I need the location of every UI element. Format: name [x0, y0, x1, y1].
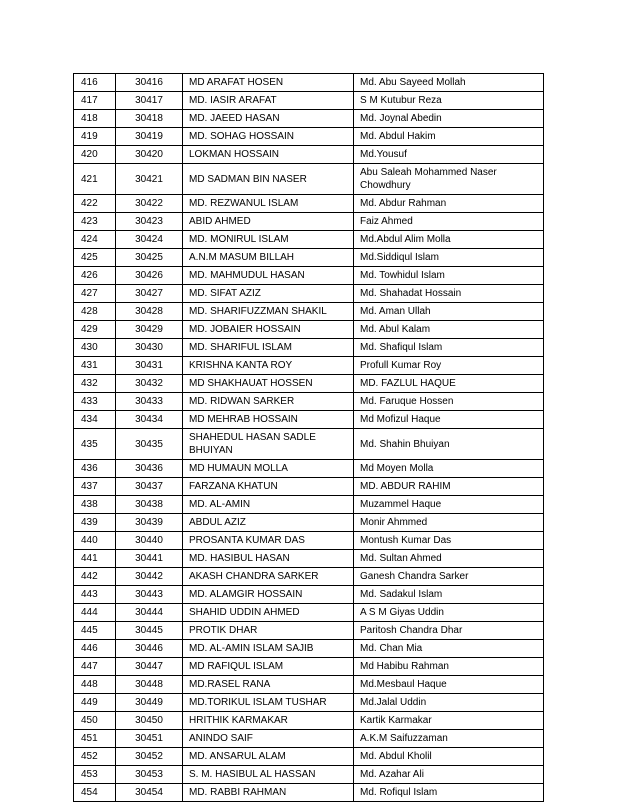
father-name-cell: Md. Abul Kalam [354, 321, 544, 339]
father-name-cell: Md. Abdur Rahman [354, 195, 544, 213]
roll-cell: 30444 [116, 604, 183, 622]
name-cell: MD. SOHAG HOSSAIN [183, 128, 354, 146]
table-row [74, 429, 544, 460]
table-row [74, 766, 544, 784]
table-row [74, 676, 544, 694]
serial-cell: 433 [74, 393, 116, 411]
table-row [74, 393, 544, 411]
serial-cell: 426 [74, 267, 116, 285]
table-row [74, 164, 544, 195]
serial-cell: 448 [74, 676, 116, 694]
roll-cell: 30449 [116, 694, 183, 712]
serial-cell: 430 [74, 339, 116, 357]
roll-cell: 30454 [116, 784, 183, 802]
father-name-cell: MD. ABDUR RAHIM [354, 478, 544, 496]
name-cell: MD SHAKHAUAT HOSSEN [183, 375, 354, 393]
serial-cell: 444 [74, 604, 116, 622]
father-name-cell: Md. Abdul Kholil [354, 748, 544, 766]
father-name-cell: Md.Jalal Uddin [354, 694, 544, 712]
serial-cell: 418 [74, 110, 116, 128]
table-row [74, 532, 544, 550]
table-row [74, 586, 544, 604]
table-row [74, 339, 544, 357]
serial-cell: 451 [74, 730, 116, 748]
table-row [74, 267, 544, 285]
serial-cell: 450 [74, 712, 116, 730]
name-cell: MD. MAHMUDUL HASAN [183, 267, 354, 285]
serial-cell: 447 [74, 658, 116, 676]
father-name-cell: Md.Yousuf [354, 146, 544, 164]
table-row [74, 460, 544, 478]
roll-cell: 30428 [116, 303, 183, 321]
name-cell: MD. RABBI RAHMAN [183, 784, 354, 802]
serial-cell: 422 [74, 195, 116, 213]
table-row [74, 321, 544, 339]
roll-cell: 30418 [116, 110, 183, 128]
roll-cell: 30434 [116, 411, 183, 429]
father-name-cell: Abu Saleah Mohammed Naser Chowdhury [354, 164, 544, 195]
serial-cell: 452 [74, 748, 116, 766]
roll-cell: 30446 [116, 640, 183, 658]
father-name-cell: A.K.M Saifuzzaman [354, 730, 544, 748]
name-cell: MD. SHARIFUL ISLAM [183, 339, 354, 357]
roll-cell: 30416 [116, 74, 183, 92]
serial-cell: 419 [74, 128, 116, 146]
roll-cell: 30426 [116, 267, 183, 285]
father-name-cell: Md. Shahin Bhuiyan [354, 429, 544, 460]
name-cell: MD. ALAMGIR HOSSAIN [183, 586, 354, 604]
table-row [74, 375, 544, 393]
table-row [74, 285, 544, 303]
name-cell: S. M. HASIBUL AL HASSAN [183, 766, 354, 784]
roll-cell: 30419 [116, 128, 183, 146]
name-cell: MD MEHRAB HOSSAIN [183, 411, 354, 429]
father-name-cell: Md. Abdul Hakim [354, 128, 544, 146]
table-row [74, 478, 544, 496]
name-cell: PROTIK DHAR [183, 622, 354, 640]
roll-cell: 30423 [116, 213, 183, 231]
father-name-cell: Md. Shahadat Hossain [354, 285, 544, 303]
table-row [74, 92, 544, 110]
name-cell: ABID AHMED [183, 213, 354, 231]
name-cell: MD. SHARIFUZZMAN SHAKIL [183, 303, 354, 321]
table-row [74, 622, 544, 640]
table-row [74, 213, 544, 231]
name-cell: SHAHEDUL HASAN SADLE BHUIYAN [183, 429, 354, 460]
table-row [74, 640, 544, 658]
table-row [74, 74, 544, 92]
roll-cell: 30425 [116, 249, 183, 267]
roll-cell: 30422 [116, 195, 183, 213]
name-cell: MD. ANSARUL ALAM [183, 748, 354, 766]
name-cell: FARZANA KHATUN [183, 478, 354, 496]
roll-cell: 30436 [116, 460, 183, 478]
father-name-cell: Md. Azahar Ali [354, 766, 544, 784]
table-row [74, 303, 544, 321]
name-cell: MD. MONIRUL ISLAM [183, 231, 354, 249]
father-name-cell: Md.Siddiqul Islam [354, 249, 544, 267]
name-cell: MD. HASIBUL HASAN [183, 550, 354, 568]
father-name-cell: Md. Faruque Hossen [354, 393, 544, 411]
father-name-cell: Paritosh Chandra Dhar [354, 622, 544, 640]
roll-cell: 30430 [116, 339, 183, 357]
roll-cell: 30429 [116, 321, 183, 339]
name-cell: MD RAFIQUL ISLAM [183, 658, 354, 676]
serial-cell: 436 [74, 460, 116, 478]
table-row [74, 748, 544, 766]
roll-cell: 30432 [116, 375, 183, 393]
father-name-cell: S M Kutubur Reza [354, 92, 544, 110]
serial-cell: 445 [74, 622, 116, 640]
serial-cell: 446 [74, 640, 116, 658]
serial-cell: 441 [74, 550, 116, 568]
roll-cell: 30441 [116, 550, 183, 568]
father-name-cell: Md. Aman Ullah [354, 303, 544, 321]
name-cell: HRITHIK KARMAKAR [183, 712, 354, 730]
father-name-cell: A S M Giyas Uddin [354, 604, 544, 622]
serial-cell: 427 [74, 285, 116, 303]
father-name-cell: Md.Mesbaul Haque [354, 676, 544, 694]
name-cell: ABDUL AZIZ [183, 514, 354, 532]
roll-cell: 30427 [116, 285, 183, 303]
name-cell: A.N.M MASUM BILLAH [183, 249, 354, 267]
roll-cell: 30431 [116, 357, 183, 375]
table-row [74, 357, 544, 375]
serial-cell: 416 [74, 74, 116, 92]
table-row [74, 568, 544, 586]
serial-cell: 453 [74, 766, 116, 784]
father-name-cell: Md. Joynal Abedin [354, 110, 544, 128]
father-name-cell: Md. Sultan Ahmed [354, 550, 544, 568]
name-cell: MD. AL-AMIN [183, 496, 354, 514]
serial-cell: 442 [74, 568, 116, 586]
roll-cell: 30435 [116, 429, 183, 460]
serial-cell: 435 [74, 429, 116, 460]
roll-cell: 30440 [116, 532, 183, 550]
roll-cell: 30438 [116, 496, 183, 514]
name-cell: KRISHNA KANTA ROY [183, 357, 354, 375]
table-row [74, 604, 544, 622]
table-row [74, 694, 544, 712]
serial-cell: 428 [74, 303, 116, 321]
father-name-cell: Profull Kumar Roy [354, 357, 544, 375]
serial-cell: 434 [74, 411, 116, 429]
serial-cell: 440 [74, 532, 116, 550]
roll-cell: 30453 [116, 766, 183, 784]
serial-cell: 417 [74, 92, 116, 110]
candidate-list-table [73, 73, 544, 802]
name-cell: MD SADMAN BIN NASER [183, 164, 354, 195]
roll-cell: 30443 [116, 586, 183, 604]
table-row [74, 730, 544, 748]
serial-cell: 439 [74, 514, 116, 532]
table-body [74, 74, 544, 802]
father-name-cell: Md. Shafiqul Islam [354, 339, 544, 357]
roll-cell: 30417 [116, 92, 183, 110]
serial-cell: 421 [74, 164, 116, 195]
father-name-cell: Md Mofizul Haque [354, 411, 544, 429]
roll-cell: 30447 [116, 658, 183, 676]
name-cell: MD ARAFAT HOSEN [183, 74, 354, 92]
table-row [74, 128, 544, 146]
table-row [74, 784, 544, 802]
name-cell: MD. RIDWAN SARKER [183, 393, 354, 411]
name-cell: MD.TORIKUL ISLAM TUSHAR [183, 694, 354, 712]
serial-cell: 438 [74, 496, 116, 514]
father-name-cell: Faiz Ahmed [354, 213, 544, 231]
name-cell: MD. JOBAIER HOSSAIN [183, 321, 354, 339]
father-name-cell: Md. Chan Mia [354, 640, 544, 658]
table-row [74, 411, 544, 429]
father-name-cell: Montush Kumar Das [354, 532, 544, 550]
serial-cell: 420 [74, 146, 116, 164]
father-name-cell: Md. Towhidul Islam [354, 267, 544, 285]
father-name-cell: Md Habibu Rahman [354, 658, 544, 676]
roll-cell: 30437 [116, 478, 183, 496]
roll-cell: 30452 [116, 748, 183, 766]
roll-cell: 30421 [116, 164, 183, 195]
father-name-cell: Muzammel Haque [354, 496, 544, 514]
roll-cell: 30433 [116, 393, 183, 411]
table-row [74, 658, 544, 676]
roll-cell: 30420 [116, 146, 183, 164]
roll-cell: 30448 [116, 676, 183, 694]
table-row [74, 146, 544, 164]
table-row [74, 249, 544, 267]
father-name-cell: Md.Abdul Alim Molla [354, 231, 544, 249]
name-cell: MD.RASEL RANA [183, 676, 354, 694]
serial-cell: 449 [74, 694, 116, 712]
roll-cell: 30439 [116, 514, 183, 532]
name-cell: MD. JAEED HASAN [183, 110, 354, 128]
father-name-cell: Ganesh Chandra Sarker [354, 568, 544, 586]
father-name-cell: Md Moyen Molla [354, 460, 544, 478]
father-name-cell: Monir Ahmmed [354, 514, 544, 532]
serial-cell: 423 [74, 213, 116, 231]
name-cell: MD. IASIR ARAFAT [183, 92, 354, 110]
serial-cell: 437 [74, 478, 116, 496]
name-cell: MD. SIFAT AZIZ [183, 285, 354, 303]
roll-cell: 30451 [116, 730, 183, 748]
serial-cell: 431 [74, 357, 116, 375]
name-cell: MD. AL-AMIN ISLAM SAJIB [183, 640, 354, 658]
serial-cell: 432 [74, 375, 116, 393]
table-row [74, 231, 544, 249]
serial-cell: 424 [74, 231, 116, 249]
table-row [74, 712, 544, 730]
table-row [74, 195, 544, 213]
father-name-cell: MD. FAZLUL HAQUE [354, 375, 544, 393]
name-cell: LOKMAN HOSSAIN [183, 146, 354, 164]
father-name-cell: Md. Sadakul Islam [354, 586, 544, 604]
serial-cell: 425 [74, 249, 116, 267]
name-cell: ANINDO SAIF [183, 730, 354, 748]
table-row [74, 110, 544, 128]
roll-cell: 30445 [116, 622, 183, 640]
serial-cell: 454 [74, 784, 116, 802]
name-cell: SHAHID UDDIN AHMED [183, 604, 354, 622]
name-cell: MD HUMAUN MOLLA [183, 460, 354, 478]
name-cell: MD. REZWANUL ISLAM [183, 195, 354, 213]
roll-cell: 30442 [116, 568, 183, 586]
serial-cell: 429 [74, 321, 116, 339]
table-row [74, 514, 544, 532]
father-name-cell: Md. Rofiqul Islam [354, 784, 544, 802]
father-name-cell: Kartik Karmakar [354, 712, 544, 730]
name-cell: PROSANTA KUMAR DAS [183, 532, 354, 550]
name-cell: AKASH CHANDRA SARKER [183, 568, 354, 586]
table-row [74, 496, 544, 514]
serial-cell: 443 [74, 586, 116, 604]
roll-cell: 30424 [116, 231, 183, 249]
table-row [74, 550, 544, 568]
roll-cell: 30450 [116, 712, 183, 730]
father-name-cell: Md. Abu Sayeed Mollah [354, 74, 544, 92]
